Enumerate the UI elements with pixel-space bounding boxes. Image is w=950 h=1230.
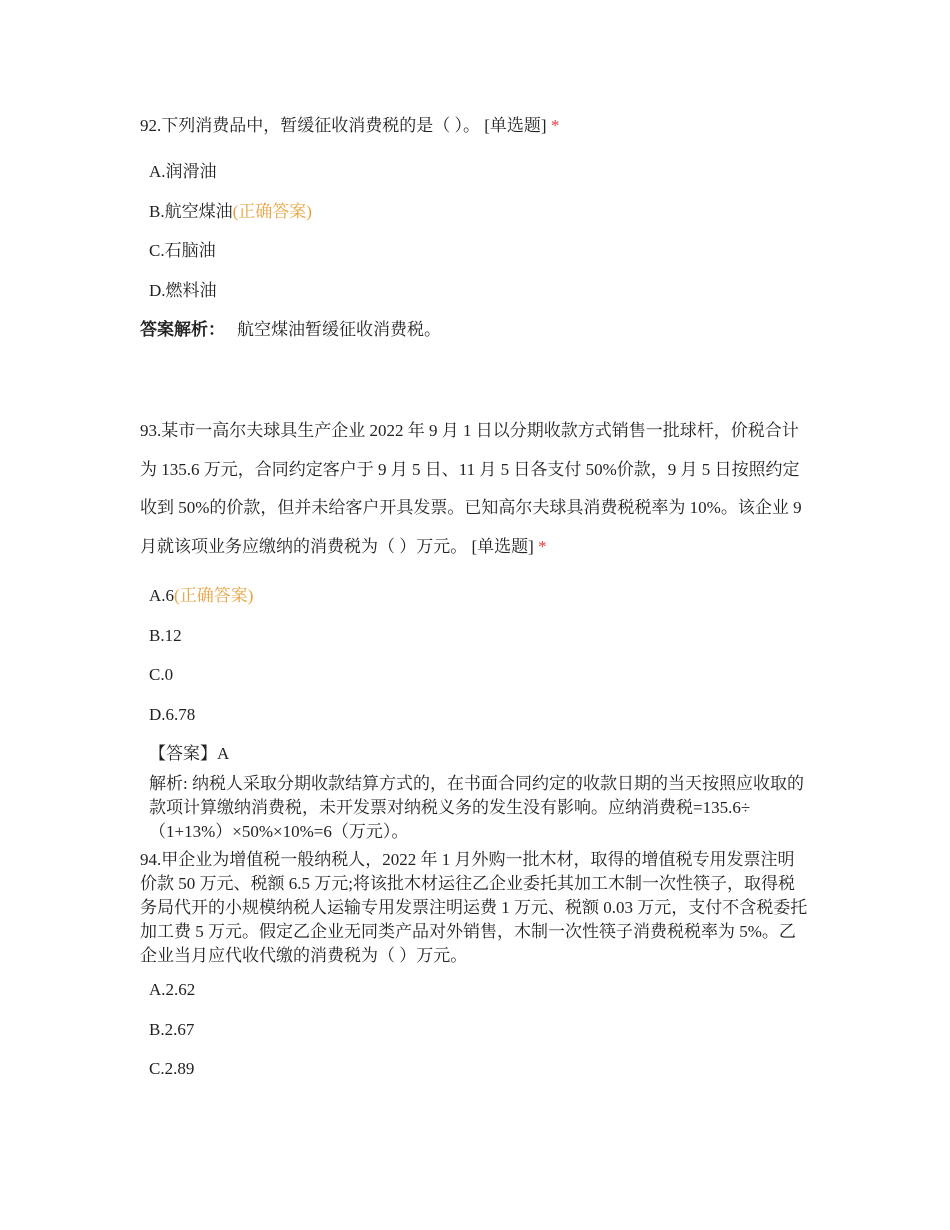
question-93-option-b: B.12: [149, 625, 182, 645]
question-94-option-c: C.2.89: [149, 1059, 195, 1078]
required-mark: *: [538, 536, 547, 556]
question-93-explanation: 解析: 纳税人采取分期收款结算方式的，在书面合同约定的收款日期的当天按照应收取的款项计算缴纳消费税，未开发票对纳税义务的发生没有影响。应纳消费税=135.6÷（1+13%）×50%×10%=6（万元）。: [149, 774, 804, 841]
question-92-analysis: [140, 316, 810, 344]
question-92-option-b: B.航空煤油(正确答案): [149, 201, 312, 221]
question-92-title: [140, 112, 810, 140]
question-93-option-d: D.6.78: [149, 704, 196, 724]
question-93-option-c: C.0: [149, 665, 174, 684]
analysis-text: 航空煤油暂缓征收消费税。: [237, 320, 441, 339]
question-92-option-d: D.燃料油: [149, 280, 217, 300]
document-page: [140, 112, 810, 1095]
question-92-text: 92.下列消费品中，暂缓征收消费税的是（ ）。 [单选题]: [140, 116, 547, 135]
question-94-option-a: A.2.62: [149, 980, 196, 999]
correct-answer-tag: (正确答案): [232, 201, 312, 221]
question-93-text: 93.某市一高尔夫球具生产企业 2022 年 9 月 1 日以分期收款方式销售一批球杆，价税合计为 135.6 万元，合同约定客户于 9 月 5 日、11 月 5 日各支付 50%价款，9 月 5 日按照约定收到 50%的价款，但并未给客户开具发票。已知高尔夫球具消费税税率为 10%。该企业 9 月就该项业务应缴纳的消费税为（ ）万元。 [单选题]: [140, 421, 802, 556]
question-94-option-b: B.2.67: [149, 1019, 195, 1039]
question-94-title: 94.甲企业为增值税一般纳税人，2022 年 1 月外购一批木材，取得的增值税专用发票注明价款 50 万元、税额 6.5 万元;将该批木材运往乙企业委托其加工木制一次性筷子，取得税务局代开的小规模纳税人运输专用发票注明运费 1 万元、税额 0.03 万元，支付不含税委托加工费 5 万元。假定乙企业无同类产品对外销售，木制一次性筷子消费税税率为 5%。乙企业当月应代收代缴的消费税为（ ）万元。: [140, 850, 808, 965]
correct-answer-tag: (正确答案): [174, 586, 254, 605]
analysis-label: 答案解析：: [140, 320, 225, 339]
question-93-option-a: A.6(正确答案): [149, 586, 254, 605]
question-93-answer: 【答案】A: [149, 744, 230, 763]
required-mark: *: [550, 116, 560, 135]
question-93-title: [140, 412, 810, 566]
question-92-option-a: A.润滑油: [149, 162, 217, 181]
question-92-option-c: C.石脑油: [149, 241, 216, 260]
